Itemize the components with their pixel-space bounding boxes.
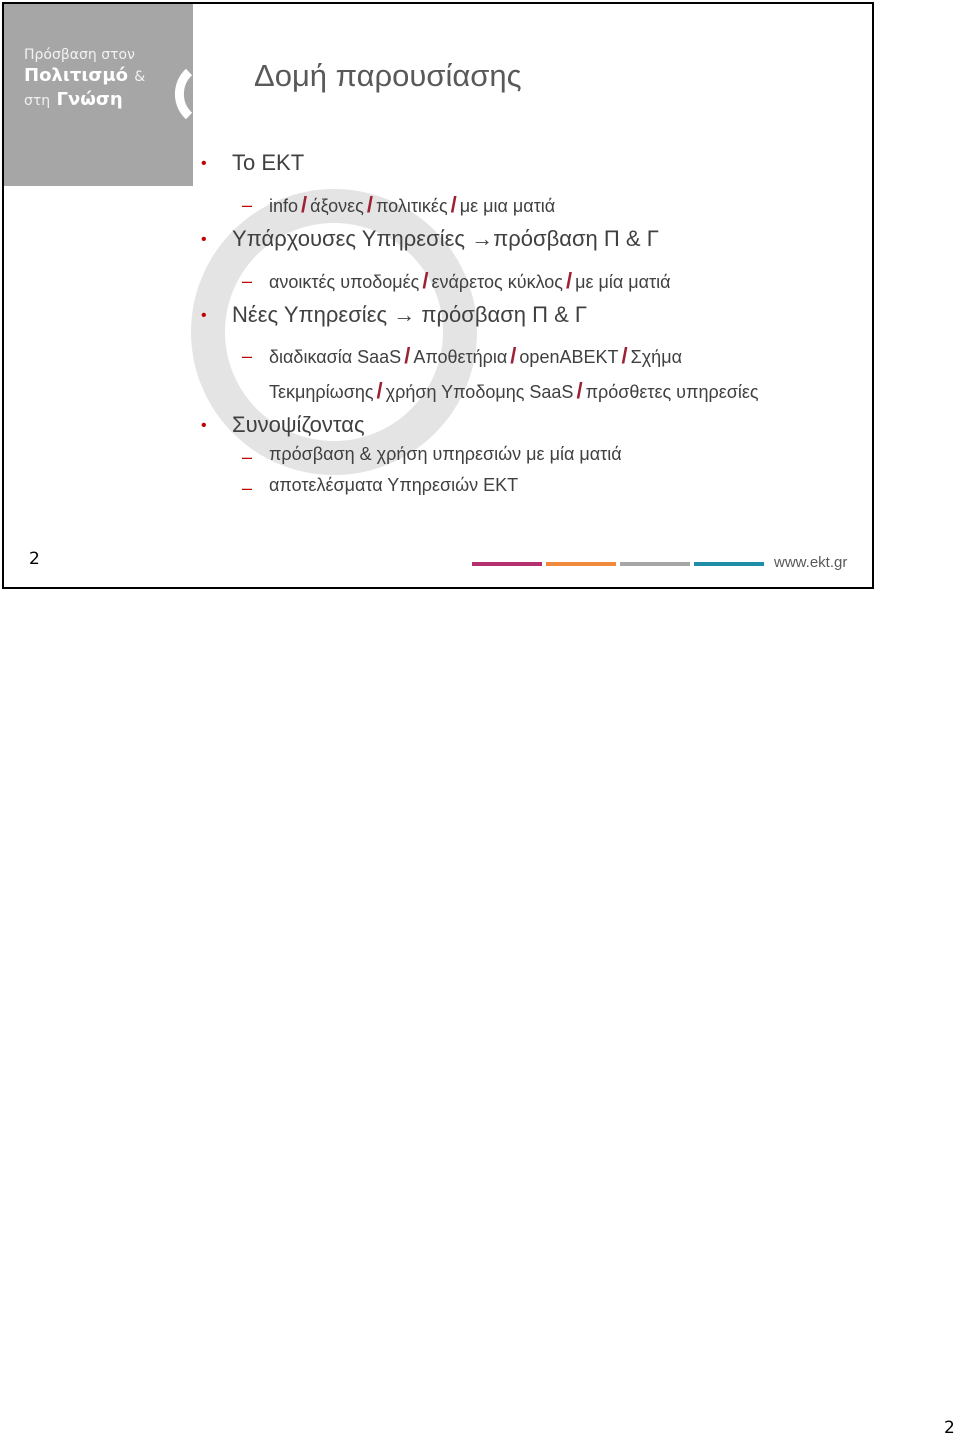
bullet-mark: • [201,231,207,248]
bullet-summary: Συνοψίζοντας [232,412,365,437]
dash-mark: – [242,271,253,291]
bullet-existing-services: Υπάρχουσες Υπηρεσίες →πρόσβαση Π & Γ [232,226,659,251]
bullet-mark: • [201,155,207,172]
sub-bullet-saas-cont: Τεκμηρίωσης / χρήση Υποδομης SaaS / πρόσθετες υπηρεσίες [269,378,759,403]
footer-bar-2 [546,562,616,566]
bullet-mark: • [201,307,207,324]
bullet-ekt: Το ΕΚΤ [232,150,305,175]
bullet-list [4,4,872,587]
slide [2,2,874,589]
sub-bullet-results: αποτελέσματα Υπηρεσιών ΕΚΤ [269,475,519,495]
slide-number: 2 [29,549,40,569]
footer-bar-3 [620,562,690,566]
page-number: 2 [944,1418,955,1438]
brand-line-2: Πολιτισμό & [24,65,146,87]
dash-mark: – [242,478,253,498]
sub-bullet-info: info / άξονες / πολιτικές / με μια ματιά [269,192,556,217]
sub-bullet-infrastructure: ανοικτές υποδομές / ενάρετος κύκλος / με μία ματιά [269,268,671,293]
dash-mark: – [242,346,253,366]
website-link[interactable]: www.ekt.gr [774,554,848,571]
bullet-new-services: Νέες Υπηρεσίες → πρόσβαση Π & Γ [232,302,588,327]
dash-mark: – [242,447,253,467]
footer-bar-1 [472,562,542,566]
sub-bullet-access-use: πρόσβαση & χρήση υπηρεσιών με μία ματιά [269,444,622,464]
dash-mark: – [242,195,253,215]
bullet-mark: • [201,417,207,434]
slide-title: Δομή παρουσίασης [254,58,522,93]
sub-bullet-saas: διαδικασία SaaS / Αποθετήρια / openABEKT / Σχήμα [269,343,682,368]
brand-line-1: Πρόσβαση στον [24,47,135,63]
footer-bar-4 [694,562,764,566]
brand-line-3: στη Γνώση [24,88,123,110]
